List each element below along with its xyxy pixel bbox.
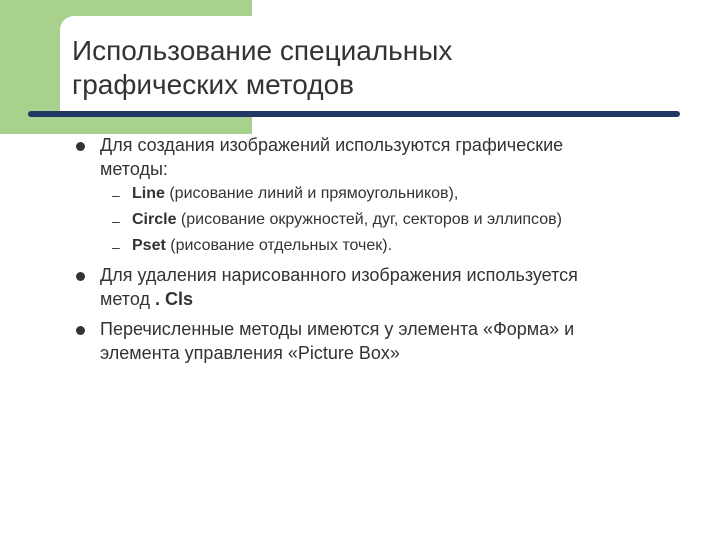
bullet-2-line-1: Для удаления нарисованного изображения используется: [100, 265, 578, 285]
subitem-3-description: (рисование отдельных точек).: [165, 237, 393, 254]
subitem-2-description: (рисование окружностей, дуг, секторов и эллипсов): [176, 211, 562, 228]
subitem-2-text: [132, 209, 562, 231]
bullet-dot-icon: [76, 326, 85, 335]
title-line-1: Использование специальных: [72, 35, 453, 66]
dash-icon: –: [112, 239, 120, 255]
subitem-1-description: (рисование линий и прямоугольников),: [164, 185, 459, 202]
bullet-dot-icon: [76, 142, 85, 151]
bullet-2-keyword: . Cls: [154, 289, 193, 309]
subitem-2-keyword: Circle: [132, 211, 177, 228]
dash-icon: –: [112, 213, 120, 229]
bullet-3-line-1: Перечисленные методы имеются у элемента «Форма» и: [100, 319, 575, 339]
subitem-3-text: [132, 235, 392, 257]
dash-icon: –: [112, 187, 120, 203]
bullet-2-line-2: [100, 288, 193, 310]
bullet-dot-icon: [76, 272, 85, 281]
bullet-1-line-1: Для создания изображений используются графические: [100, 135, 564, 155]
subitem-3-keyword: Pset: [132, 237, 166, 254]
bullet-1-line-2: методы:: [100, 159, 168, 179]
bullet-2-prefix: метод: [100, 289, 155, 309]
bullet-3-line-2: элемента управления «Picture Box»: [100, 343, 400, 363]
title-line-2: графических методов: [72, 69, 355, 100]
subitem-1-text: [132, 183, 458, 205]
subitem-1-keyword: Line: [132, 185, 165, 202]
